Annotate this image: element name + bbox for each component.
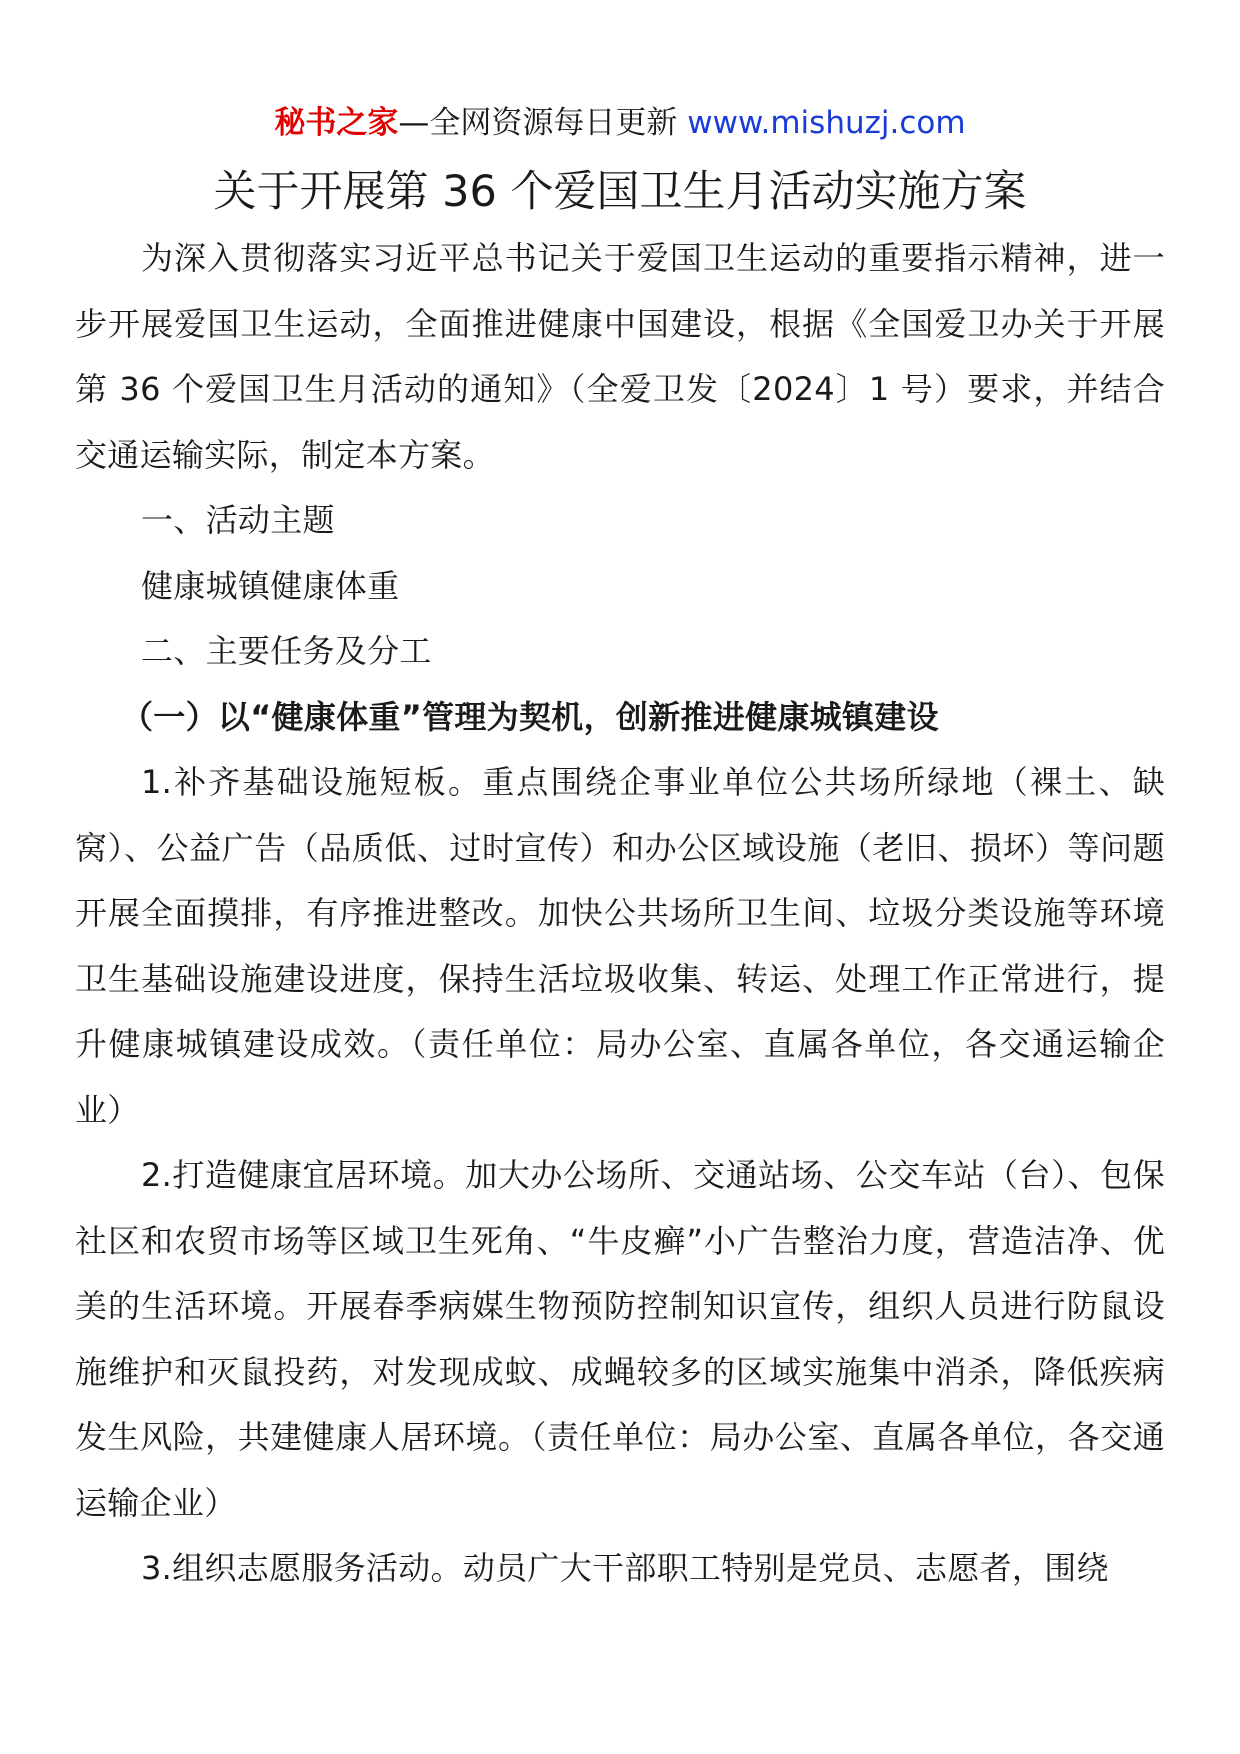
task-paragraph: 3.组织志愿服务活动。动员广大干部职工特别是党员、志愿者，围绕: [141, 1549, 1109, 1587]
section-content: 健康城镇健康体重: [141, 566, 400, 605]
section-heading: 一、活动主题: [141, 501, 335, 539]
document-title: 关于开展第 36 个爱国卫生月活动实施方案: [213, 167, 1027, 217]
task-paragraph: 1.补齐基础设施短板。重点围绕企事业单位公共场所绿地（裸土、缺窝）、公益广告（品质低、过时宣传）和办公区域设施（老旧、损坏）等问题开展全面摸排，有序推进整改。加快公共场所卫生间、垃圾分类设施等环境卫生基础设施建设进度，保持生活垃圾收集、转运、处理工作正常进行，提升健康城镇建设成效。（责任单位：局办公室、直属各单位，各交通运输企业）: [75, 763, 1165, 1129]
intro-paragraph: 为深入贯彻落实习近平总书记关于爱国卫生运动的重要指示精神，进一步开展爱国卫生运动，全面推进健康中国建设，根据《全国爱卫办关于开展第 36 个爱国卫生月活动的通知》（全爱卫发〔2024〕1 号）要求，并结合交通运输实际，制定本方案。: [75, 239, 1165, 474]
task-paragraph: 2.打造健康宜居环境。加大办公场所、交通站场、公交车站（台）、包保社区和农贸市场等区域卫生死角、“牛皮癣”小广告整治力度，营造洁净、优美的生活环境。开展春季病媒生物预防控制知识宣传，组织人员进行防鼠设施维护和灭鼠投药，对发现成蚊、成蝇较多的区域实施集中消杀，降低疾病发生风险，共建健康人居环境。（责任单位：局办公室、直属各单位，各交通运输企业）: [75, 1156, 1165, 1522]
site-banner: [0, 100, 1240, 146]
banner-tagline: —全网资源每日更新: [398, 105, 678, 141]
subsection-heading: （一）以“健康体重”管理为契机，创新推进健康城镇建设: [121, 697, 939, 736]
site-url[interactable]: www.mishuzj.com: [687, 105, 966, 141]
section-heading: 二、主要任务及分工: [141, 632, 432, 670]
brand-name: 秘书之家: [274, 105, 399, 141]
document-body: [75, 226, 1165, 1602]
